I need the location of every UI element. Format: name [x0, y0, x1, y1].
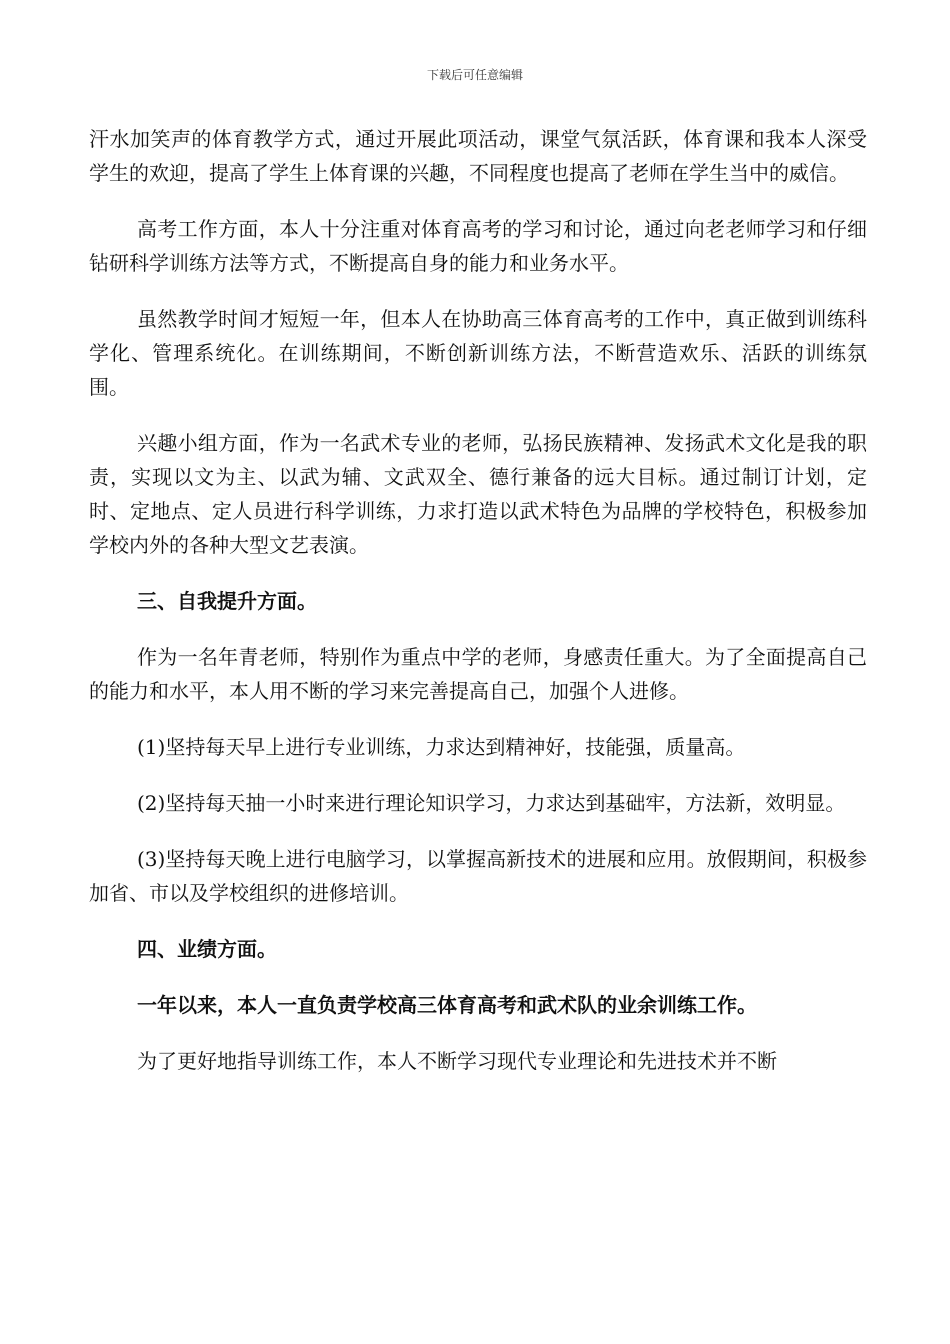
paragraph-gaokao-work: 高考工作方面，本人十分注重对体育高考的学习和讨论，通过向老老师学习和仔细钻研科学训练方法等方式，不断提高自身的能力和业务水平。: [89, 217, 867, 275]
paragraph-training-guidance: 为了更好地指导训练工作，本人不断学习现代专业理论和先进技术并不断: [137, 1049, 777, 1073]
page-header: 下载后可任意编辑: [426, 68, 523, 82]
document-body: [89, 122, 867, 1100]
list-item-1: (1)坚持每天早上进行专业训练，力求达到精神好，技能强，质量高。: [137, 735, 746, 759]
paragraph-responsibility: 一年以来，本人一直负责学校高三体育高考和武术队的业余训练工作。: [137, 993, 757, 1017]
section-heading-achievements: 四、业绩方面。: [137, 937, 277, 961]
paragraph-teaching-time: 虽然教学时间才短短一年，但本人在协助高三体育高考的工作中，真正做到训练科学化、管理系统化。在训练期间，不断创新训练方法，不断营造欢乐、活跃的训练氛围。: [89, 307, 867, 399]
list-item-3: (3)坚持每天晚上进行电脑学习，以掌握高新技术的进展和应用。放假期间，积极参加省、市以及学校组织的进修培训。: [89, 847, 867, 905]
paragraph-teaching-method: 汗水加笑声的体育教学方式，通过开展此项活动，课堂气氛活跃，体育课和我本人深受学生的欢迎，提高了学生上体育课的兴趣，不同程度也提高了老师在学生当中的威信。: [89, 127, 867, 185]
list-item-2: (2)坚持每天抽一小时来进行理论知识学习，力求达到基础牢，方法新，效明显。: [137, 791, 846, 815]
paragraph-young-teacher: 作为一名年青老师，特别作为重点中学的老师，身感责任重大。为了全面提高自己的能力和水平，本人用不断的学习来完善提高自己，加强个人进修。: [89, 645, 867, 703]
paragraph-interest-group: 兴趣小组方面，作为一名武术专业的老师，弘扬民族精神、发扬武术文化是我的职责，实现以文为主、以武为辅、文武双全、德行兼备的远大目标。通过制订计划，定时、定地点、定人员进行科学训练，力求打造以武术特色为品牌的学校特色，积极参加学校内外的各种大型文艺表演。: [89, 431, 867, 557]
section-heading-self-improvement: 三、自我提升方面。: [137, 589, 317, 613]
